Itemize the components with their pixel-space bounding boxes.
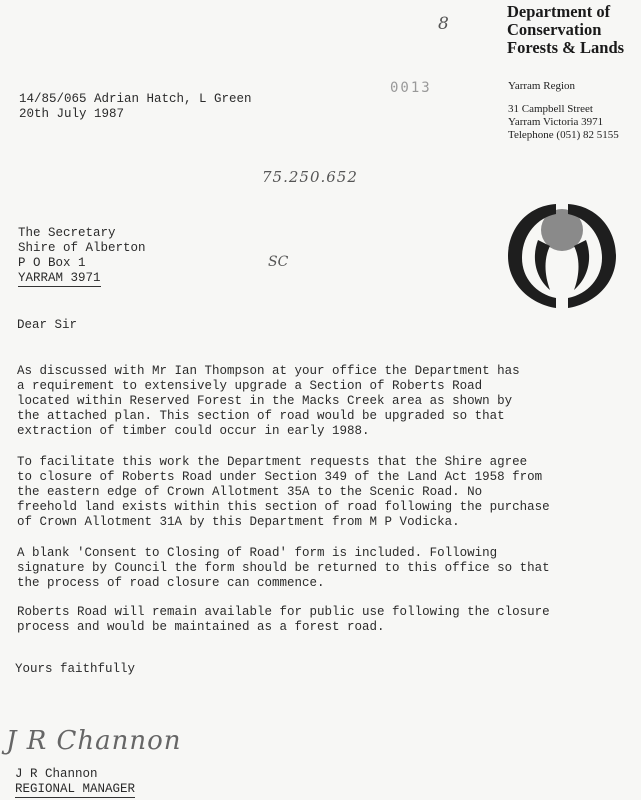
address-line-3: Telephone (051) 82 5155 [508, 129, 619, 141]
paragraph-2 [17, 455, 577, 530]
paragraph-line: the attached plan. This section of road would be upgraded so that [17, 409, 505, 423]
paragraph-1 [17, 364, 577, 439]
paragraph-line: extraction of timber could occur in early 1988. [17, 424, 370, 438]
signatory-block [15, 767, 135, 798]
reference-line: 14/85/065 Adrian Hatch, L Green [19, 92, 252, 106]
logo-right-inner [574, 240, 589, 290]
paragraph-line: the eastern edge of Crown Allotment 35A to the Scenic Road. No [17, 485, 483, 499]
stamp-number: 0013 [390, 80, 432, 96]
paragraph-line: A blank 'Consent to Closing of Road' form is included. Following [17, 546, 498, 560]
paragraph-line: of Crown Allotment 31A by this Department from M P Vodicka. [17, 515, 460, 529]
handwritten-signature: J R Channon [6, 726, 182, 756]
recipient-address [18, 226, 146, 287]
recipient-line-2: Shire of Alberton [18, 241, 146, 255]
paragraph-line: To facilitate this work the Department requests that the Shire agree [17, 455, 528, 469]
paragraph-line: signature by Council the form should be returned to this office so that [17, 561, 550, 575]
recipient-line-3: P O Box 1 [18, 256, 86, 270]
address-line-1: 31 Campbell Street [508, 103, 593, 115]
recipient-line-1: The Secretary [18, 226, 116, 240]
paragraph-line: freehold land exists within this section of road following the purchase [17, 500, 550, 514]
signatory-title: REGIONAL MANAGER [15, 782, 136, 796]
salutation: Dear Sir [17, 318, 78, 332]
address-line-2: Yarram Victoria 3971 [508, 116, 604, 128]
dept-line-1: Department of [507, 2, 611, 21]
department-name [507, 3, 641, 57]
letter-date: 20th July 1987 [19, 107, 125, 121]
paragraph-line: process and would be maintained as a forest road. [17, 620, 385, 634]
paragraph-4 [17, 605, 577, 635]
paragraph-line: the process of road closure can commence. [17, 576, 325, 590]
page-mark: 8 [438, 14, 449, 34]
file-number: 75.250.652 [262, 168, 358, 186]
paragraph-line: a requirement to extensively upgrade a Section of Roberts Road [17, 379, 483, 393]
logo-left-inner [535, 240, 550, 290]
handwritten-initials: SC [268, 254, 289, 270]
paragraph-3 [17, 546, 577, 591]
closing: Yours faithfully [15, 662, 136, 676]
region-name: Yarram Region [508, 80, 576, 92]
reference-block [19, 92, 252, 122]
region-address [508, 80, 619, 142]
paragraph-line: As discussed with Mr Ian Thompson at your office the Department has [17, 364, 520, 378]
dept-line-2: Conservation [507, 20, 602, 39]
paragraph-line: to closure of Roberts Road under Section 349 of the Land Act 1958 from [17, 470, 543, 484]
paragraph-line: Roberts Road will remain available for public use following the closure [17, 605, 550, 619]
paragraph-line: located within Reserved Forest in the Macks Creek area as shown by [17, 394, 513, 408]
department-logo [504, 200, 620, 312]
dept-line-3: Forests & Lands [507, 38, 625, 57]
recipient-line-4: YARRAM 3971 [18, 271, 101, 285]
signatory-name: J R Channon [15, 767, 98, 781]
